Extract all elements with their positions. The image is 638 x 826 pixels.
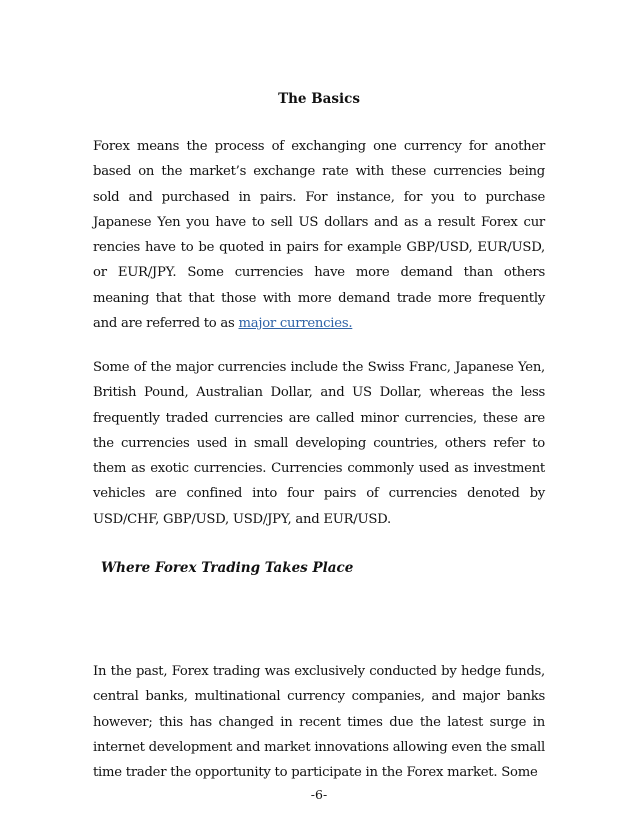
major-currencies-link[interactable]: major currencies. [238,316,353,332]
paragraph-forex-history: In the past, Forex trading was exclusively conducted by hedge funds, central banks, multinational currency companies, and major banks however; this has changed in recent times due the latest surge in internet development and market innovations allowing even the small time trader the opportunity to participate in the Forex market. Some [93,664,545,781]
page-title: The Basics [278,91,360,107]
paragraph-forex-definition-text: Forex means the process of exchanging one currency for another based on the market’s exchange rate with these currencies being sold and purchased in pairs. For instance, for you to purchase Japanese Yen you have to sell US dollars and as a result Forex cur rencies have to be quoted in pairs for example GBP/USD, EUR/USD, or EUR/JPY. Some currencies have more demand than others meaning that that those with more demand trade more frequently and are referred to as [93,139,545,332]
paragraph-forex-definition [93,134,545,336]
paragraph-major-currencies: Some of the major currencies include the Swiss Franc, Japanese Yen, British Pound, Australian Dollar, and US Dollar, whereas the less frequently traded currencies are called minor currencies, these are the currencies used in small developing countries, others refer to them as exotic currencies. Currencies commonly used as investment vehicles are confined into four pairs of currencies denoted by USD/CHF, GBP/USD, USD/JPY, and EUR/USD. [93,360,545,527]
section-heading: Where Forex Trading Takes Place [101,560,354,576]
page-number: -6- [310,787,328,802]
